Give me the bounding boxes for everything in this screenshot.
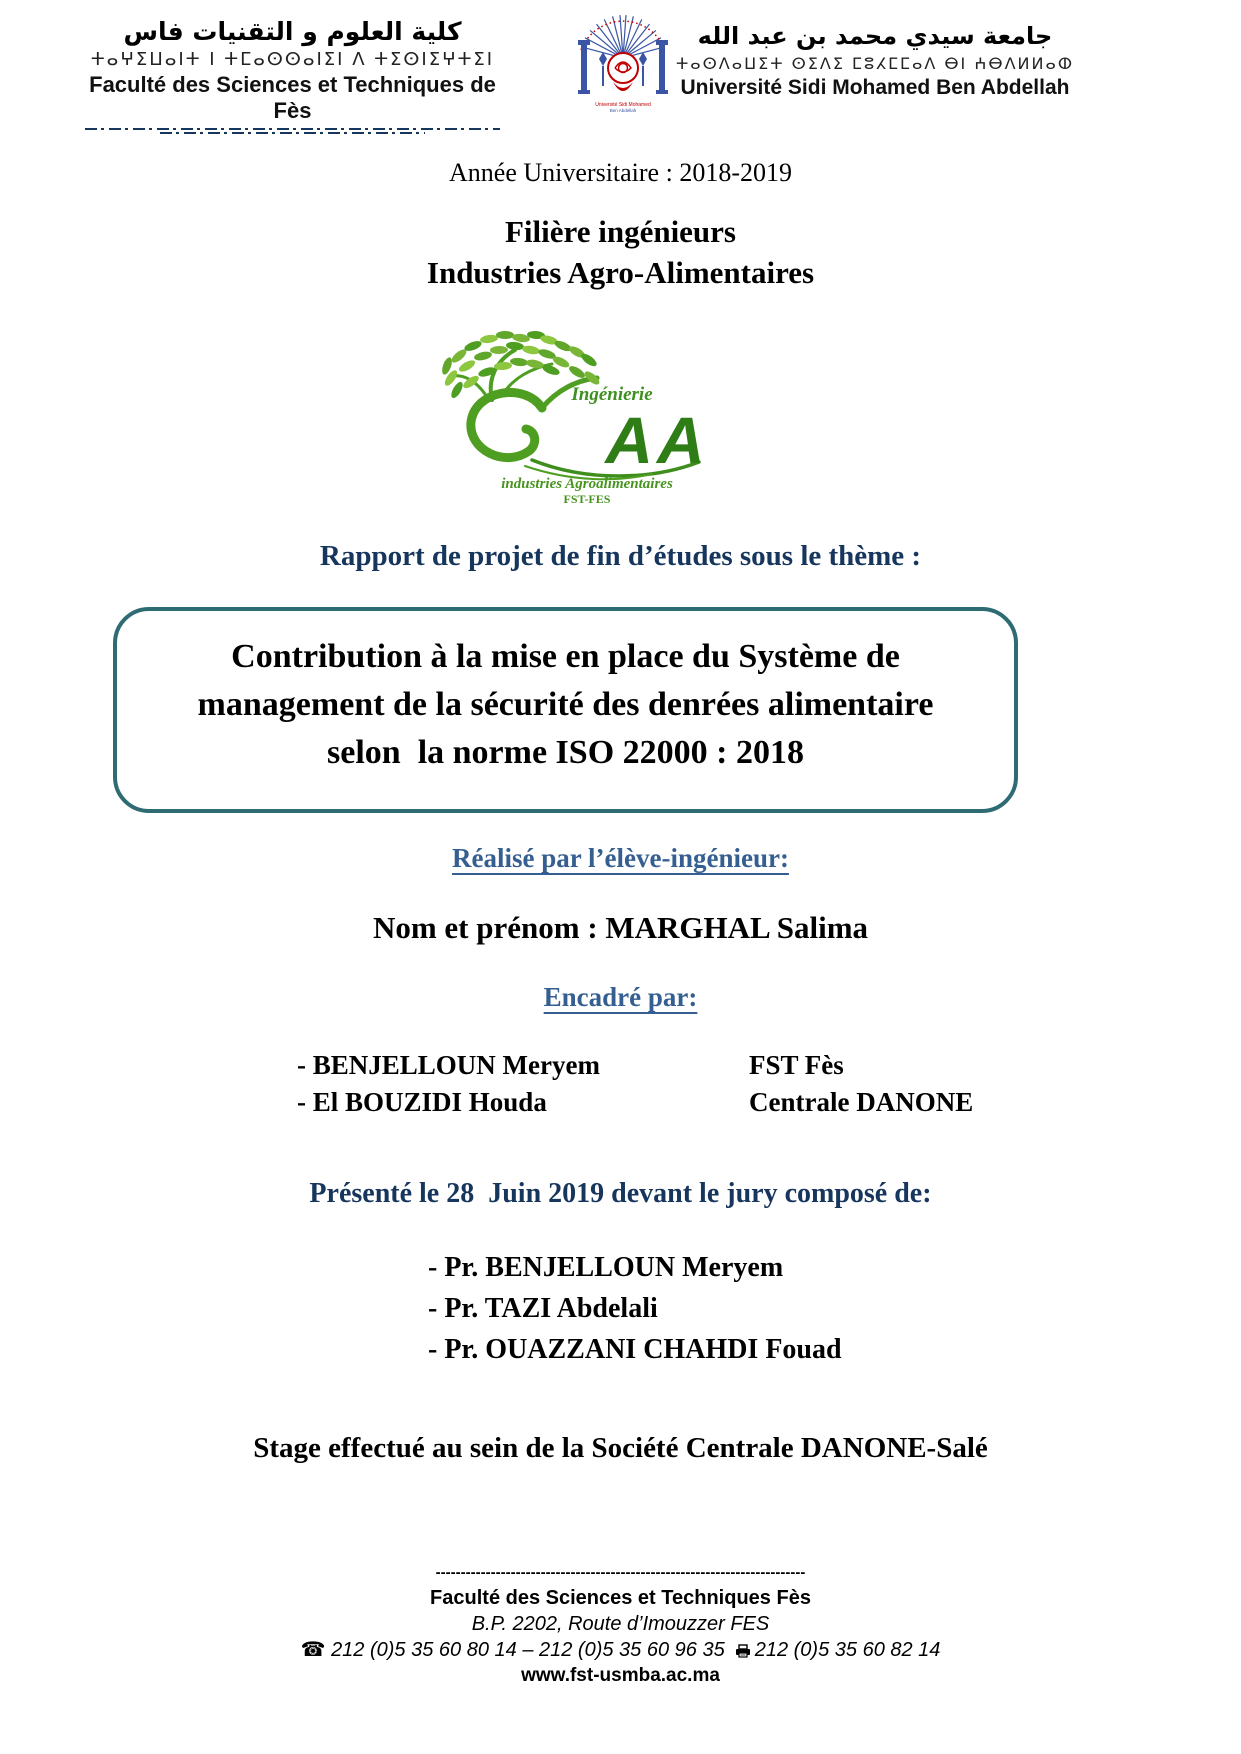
encadre-par-heading: Encadré par: (543, 982, 698, 1012)
university-name-arabic: جامعة سيدي محمد بن عبد الله (697, 22, 1053, 50)
institution-name-french: Faculté des Sciences et Techniques de Fès (89, 72, 496, 123)
realise-par-heading: Réalisé par l’élève-ingénieur: (452, 843, 789, 873)
header-left-institution (85, 16, 500, 134)
university-name-tifinagh: ⵜⴰⵙⴷⴰⵡⵉⵜ ⵙⵉⴷⵉ ⵎⵓⵃⵎⵎⴰⴷ ⴱⵏ ⵄⴱⴷⵍⵍⴰⵀ (675, 54, 1075, 73)
supervisor-affiliation: FST Fès (749, 1050, 844, 1080)
thesis-title-box (113, 607, 1018, 813)
program-title-line2: Industries Agro-Alimentaires (426, 255, 815, 290)
supervisor-name: - El BOUZIDI Houda (297, 1087, 547, 1117)
academic-year: Année Universitaire : 2018-2019 (449, 158, 792, 187)
supervisors-list (297, 1047, 987, 1121)
emblem-caption-line1: Université Sidi Mohamed (595, 102, 651, 108)
institution-name-arabic: كلية العلوم و التقنيات فاس (123, 17, 462, 46)
footer-address: B.P. 2202, Route d’Imouzzer FES (471, 1613, 770, 1635)
header-underline-second (160, 132, 426, 134)
program-title-line1: Filière ingénieurs (504, 214, 737, 249)
footer-fax-number: 212 (0)5 35 60 82 14 (754, 1639, 941, 1661)
student-name-line: Nom et prénom : MARGHAL Salima (372, 910, 869, 945)
footer-contact-line (0, 1637, 1241, 1663)
supervisor-row (297, 1047, 987, 1084)
footer-website: www.fst-usmba.ac.ma (521, 1665, 720, 1686)
jury-member: - Pr. TAZI Abdelali (428, 1293, 658, 1324)
thesis-title-line2: management de la sécurité des denrées alimentaire (197, 686, 934, 723)
supervisor-affiliation: Centrale DANONE (749, 1087, 974, 1117)
jury-list (428, 1247, 842, 1370)
supervisor-row (297, 1084, 987, 1121)
header-underline (85, 128, 500, 130)
university-name-french: Université Sidi Mohamed Ben Abdellah (680, 76, 1070, 99)
logo-script-text: Ingénierie (571, 384, 653, 405)
report-type-heading: Rapport de projet de fin d’études sous le thème : (319, 540, 922, 572)
header-right-university (665, 20, 1085, 100)
logo-caption-line1: industries Agroalimentaires (501, 476, 673, 492)
emblem-caption-line2: Ben Abdellah (609, 108, 637, 113)
iaa-program-logo (437, 330, 727, 510)
thesis-title-line1: Contribution à la mise en place du Système de (231, 638, 900, 675)
footer-separator: -------------------------------------------------------------------------- (435, 1564, 806, 1581)
footer (0, 1566, 1241, 1688)
emblem-ray-fan (582, 15, 665, 58)
footer-phone-numbers: 212 (0)5 35 60 80 14 – 212 (0)5 35 60 96 35 (331, 1639, 725, 1661)
fax-icon (735, 1644, 751, 1658)
jury-member: - Pr. OUAZZANI CHAHDI Fouad (428, 1334, 842, 1365)
logo-acronym: AA (605, 403, 709, 477)
jury-member: - Pr. BENJELLOUN Meryem (428, 1252, 784, 1283)
thesis-title-line3: selon la norme ISO 22000 : 2018 (327, 734, 804, 771)
phone-icon: ☎ (300, 1639, 326, 1661)
institution-name-tifinagh: ⵜⴰⵖⵉⵡⴰⵏⵜ ⵏ ⵜⵎⴰⵙⵙⴰⵏⵉⵏ ⴷ ⵜⵉⵙⵏⵉⵖⵜⵉⵏ (90, 49, 495, 70)
logo-caption-line2: FST-FES (563, 492, 611, 505)
university-emblem-logo (573, 2, 673, 119)
internship-line: Stage effectué au sein de la Société Centrale DANONE-Salé (253, 1432, 988, 1464)
emblem-rosette (608, 53, 638, 91)
university-emblem-icon (573, 2, 673, 114)
footer-institution: Faculté des Sciences et Techniques Fès (430, 1587, 811, 1609)
supervisor-name: - BENJELLOUN Meryem (297, 1050, 600, 1080)
iaa-logo-icon (437, 330, 727, 505)
jury-heading: Présenté le 28 Juin 2019 devant le jury composé de: (309, 1178, 932, 1209)
